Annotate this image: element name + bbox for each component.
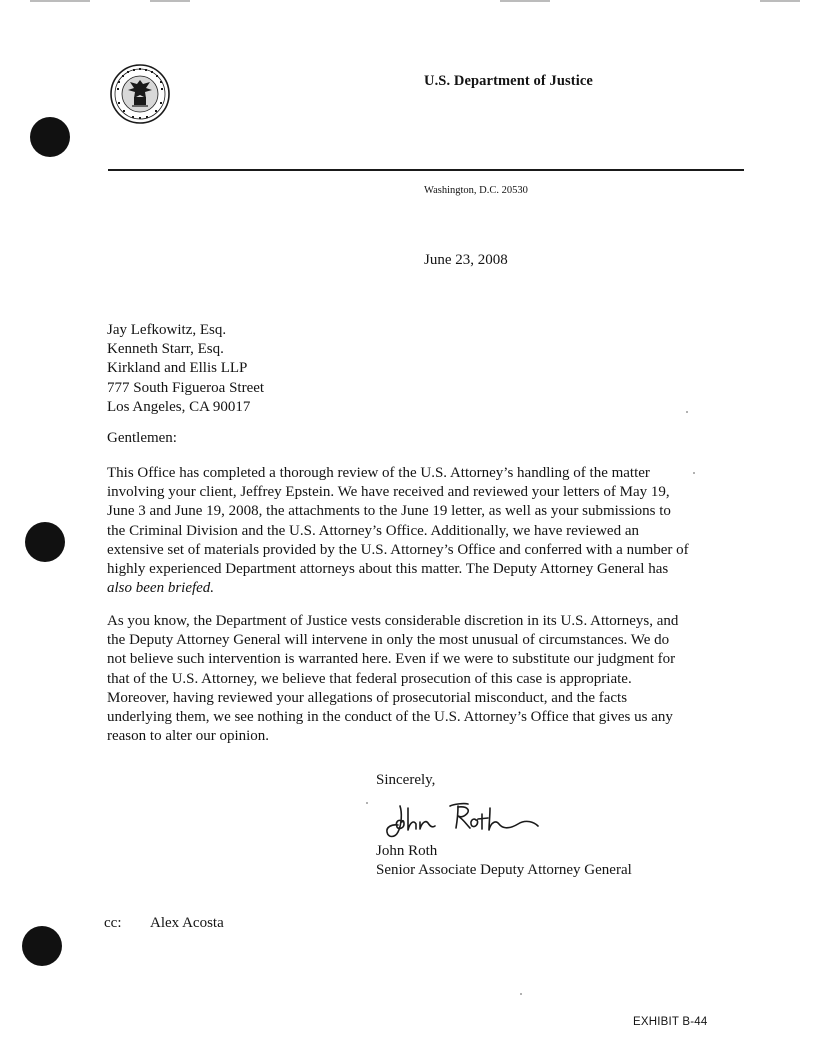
recipient-line: Kirkland and Ellis LLP: [107, 360, 248, 377]
cc-recipient: Alex Acosta: [150, 915, 224, 931]
paragraph-line: that of the U.S. Attorney, we believe that federal prosecution of this case is appropriate.: [107, 670, 632, 687]
paragraph-line: As you know, the Department of Justice vests considerable discretion in its U.S. Attorneys, and: [107, 613, 679, 629]
scan-speck: [693, 472, 695, 474]
paragraph-line: highly experienced Department attorneys about this matter. The Deputy Attorney General has: [107, 561, 669, 578]
doj-seal-icon: [110, 64, 170, 124]
scan-edge-mark: [760, 0, 800, 2]
paragraph-line: underlying them, we see nothing in the conduct of the U.S. Attorney’s Office that gives us any: [107, 709, 673, 726]
valediction: Sincerely,: [376, 772, 436, 788]
paragraph-line: also been briefed.: [107, 580, 215, 597]
recipient-line: 777 South Figueroa Street: [107, 379, 265, 396]
scan-speck: [686, 411, 688, 413]
cc-label: cc:: [104, 915, 122, 931]
paragraph-line: involving your client, Jeffrey Epstein. We have received and reviewed your letters of May 19,: [107, 484, 670, 501]
signer-name: John Roth: [376, 843, 438, 859]
scan-edge-mark: [150, 0, 190, 2]
recipient-line: Los Angeles, CA 90017: [107, 398, 251, 415]
paragraph-line: June 3 and June 19, 2008, the attachments to the June 19 letter, as well as your submissions to: [107, 503, 671, 520]
letterhead-address: Washington, D.C. 20530: [424, 185, 528, 196]
scan-edge-mark: [30, 0, 90, 2]
paragraph-line: This Office has completed a thorough review of the U.S. Attorney’s handling of the matter: [107, 465, 650, 481]
handwritten-signature: [378, 798, 548, 844]
punch-hole-bottom: [22, 926, 62, 966]
scan-edge-mark: [500, 0, 550, 2]
paragraph-line: not believe such intervention is warranted here. Even if we were to substitute our judgment for: [107, 651, 676, 668]
recipient-line: Kenneth Starr, Esq.: [107, 341, 224, 358]
letter-date: June 23, 2008: [424, 252, 508, 268]
exhibit-label: EXHIBIT B-44: [633, 1016, 708, 1028]
scan-speck: [520, 993, 522, 995]
paragraph-line: reason to alter our opinion.: [107, 728, 270, 745]
scan-speck: [366, 802, 368, 804]
department-name: U.S. Department of Justice: [424, 73, 593, 89]
body-paragraph-2: [107, 612, 707, 746]
paragraph-line: the Deputy Attorney General will intervene in only the most unusual of circumstances. We do: [107, 632, 670, 649]
punch-hole-middle: [25, 522, 65, 562]
body-paragraph-1: [107, 464, 707, 598]
paragraph-line: Moreover, having reviewed your allegations of prosecutorial misconduct, and the facts: [107, 689, 628, 706]
paragraph-line: the Criminal Division and the U.S. Attorney’s Office. Additionally, we have reviewed an: [107, 522, 639, 539]
punch-hole-top: [30, 117, 70, 157]
recipient-address: [107, 321, 264, 417]
recipient-line: Jay Lefkowitz, Esq.: [107, 322, 227, 338]
header-divider: [108, 169, 744, 171]
signer-title: Senior Associate Deputy Attorney General: [376, 862, 632, 878]
paragraph-line: extensive set of materials provided by the U.S. Attorney’s Office and conferred with a number of: [107, 541, 689, 558]
salutation: Gentlemen:: [107, 430, 177, 446]
